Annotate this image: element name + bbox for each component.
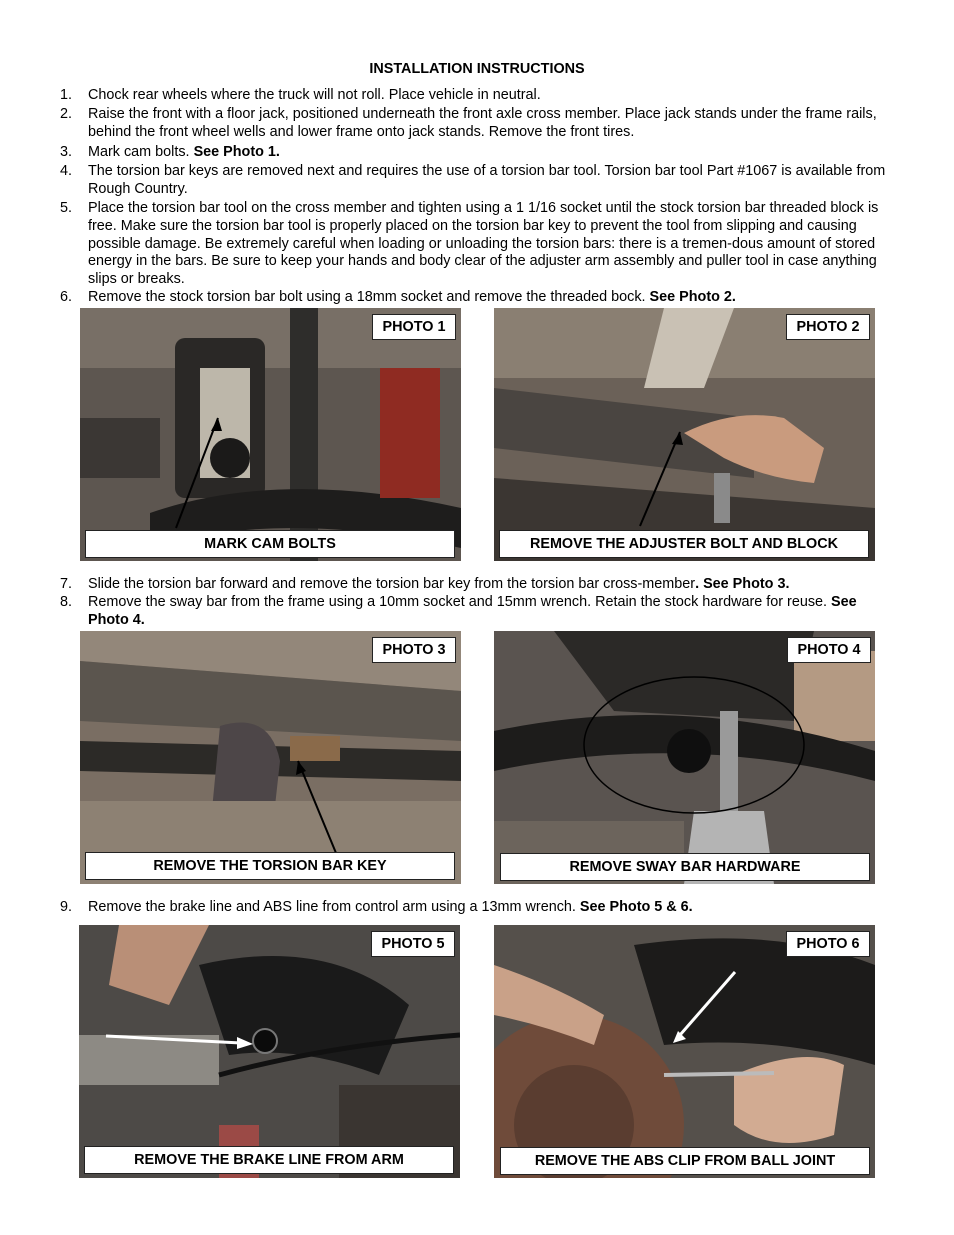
photo-caption: REMOVE THE ABS CLIP FROM BALL JOINT <box>500 1147 870 1175</box>
step-4 <box>60 163 900 199</box>
step-number: 1. <box>60 87 73 103</box>
photo-reference: . See Photo 3. <box>695 576 790 592</box>
step-number: 5. <box>60 200 73 216</box>
photo-caption: MARK CAM BOLTS <box>85 530 455 558</box>
page-title: INSTALLATION INSTRUCTIONS <box>369 61 585 77</box>
photo-6-image <box>494 925 875 1178</box>
photo-caption: REMOVE THE TORSION BAR KEY <box>85 852 455 880</box>
photo-label: PHOTO 5 <box>371 931 455 957</box>
step-text: Slide the torsion bar forward and remove the torsion bar key from the torsion bar cross-member <box>88 576 696 592</box>
step-number: 2. <box>60 106 73 122</box>
step-number: 4. <box>60 163 73 179</box>
photo-label: PHOTO 6 <box>786 931 870 957</box>
step-number: 8. <box>60 594 73 610</box>
photo-4-image <box>494 631 875 884</box>
photo-1-image <box>80 308 461 561</box>
photo-6 <box>494 925 875 1178</box>
step-text: Place the torsion bar tool on the cross member and tighten using a 1 1/16 socket until the stock torsion bar threaded block is free. Make sure the torsion bar tool is properly placed on the torsion bar key to prevent the tool from slipping and causing possible damage. Be extremely careful when loading or unloading the torsion bars: there is a tremen-dous amount of stored energy in the bars. Be sure to keep your hands and body clear of the adjuster arm assembly and puller tool in case anything slips or breaks. <box>88 200 879 288</box>
step-1 <box>60 87 900 105</box>
photo-5-image <box>79 925 460 1178</box>
step-text: The torsion bar keys are removed next and requires the use of a torsion bar tool. Torsion bar tool Part #1067 is available from Rough Country. <box>88 163 886 197</box>
step-text: Remove the stock torsion bar bolt using a 18mm socket and remove the threaded bock. <box>88 289 646 305</box>
step-number: 7. <box>60 576 73 592</box>
photo-3-image <box>80 631 461 884</box>
photo-reference: See Photo 5 & 6. <box>579 899 693 915</box>
step-number: 3. <box>60 144 73 160</box>
photo-2-image <box>494 308 875 561</box>
photo-label: PHOTO 4 <box>787 637 871 663</box>
step-text: Remove the brake line and ABS line from control arm using a 13mm wrench. <box>88 899 576 915</box>
photo-3 <box>80 631 461 884</box>
step-text: Mark cam bolts. <box>88 144 190 160</box>
photo-1 <box>80 308 461 561</box>
photo-caption: REMOVE THE BRAKE LINE FROM ARM <box>84 1146 454 1174</box>
step-6 <box>60 289 900 307</box>
step-8 <box>60 594 900 630</box>
photo-4 <box>494 631 875 884</box>
photo-reference: See Photo 4. <box>88 594 857 628</box>
photo-reference: See Photo 2. <box>649 289 736 305</box>
step-5 <box>60 200 900 289</box>
photo-label: PHOTO 2 <box>786 314 870 340</box>
photo-5 <box>79 925 460 1178</box>
photo-caption: REMOVE SWAY BAR HARDWARE <box>500 853 870 881</box>
step-number: 9. <box>60 899 73 915</box>
photo-reference: See Photo 1. <box>193 144 280 160</box>
step-text: Remove the sway bar from the frame using a 10mm socket and 15mm wrench. Retain the stock hardware for reuse. <box>88 594 828 610</box>
photo-2 <box>494 308 875 561</box>
step-2 <box>60 106 900 142</box>
step-number: 6. <box>60 289 73 305</box>
step-text: Raise the front with a floor jack, positioned underneath the front axle cross member. Place jack stands under the frame rails, behind the front wheel wells and lower frame onto jack stands. Remove the front tires. <box>88 106 877 140</box>
step-3 <box>60 144 900 162</box>
step-7 <box>60 576 900 594</box>
photo-caption: REMOVE THE ADJUSTER BOLT AND BLOCK <box>499 530 869 558</box>
step-9 <box>60 899 900 917</box>
photo-label: PHOTO 3 <box>372 637 456 663</box>
step-text: Chock rear wheels where the truck will not roll. Place vehicle in neutral. <box>88 87 541 103</box>
photo-label: PHOTO 1 <box>372 314 456 340</box>
